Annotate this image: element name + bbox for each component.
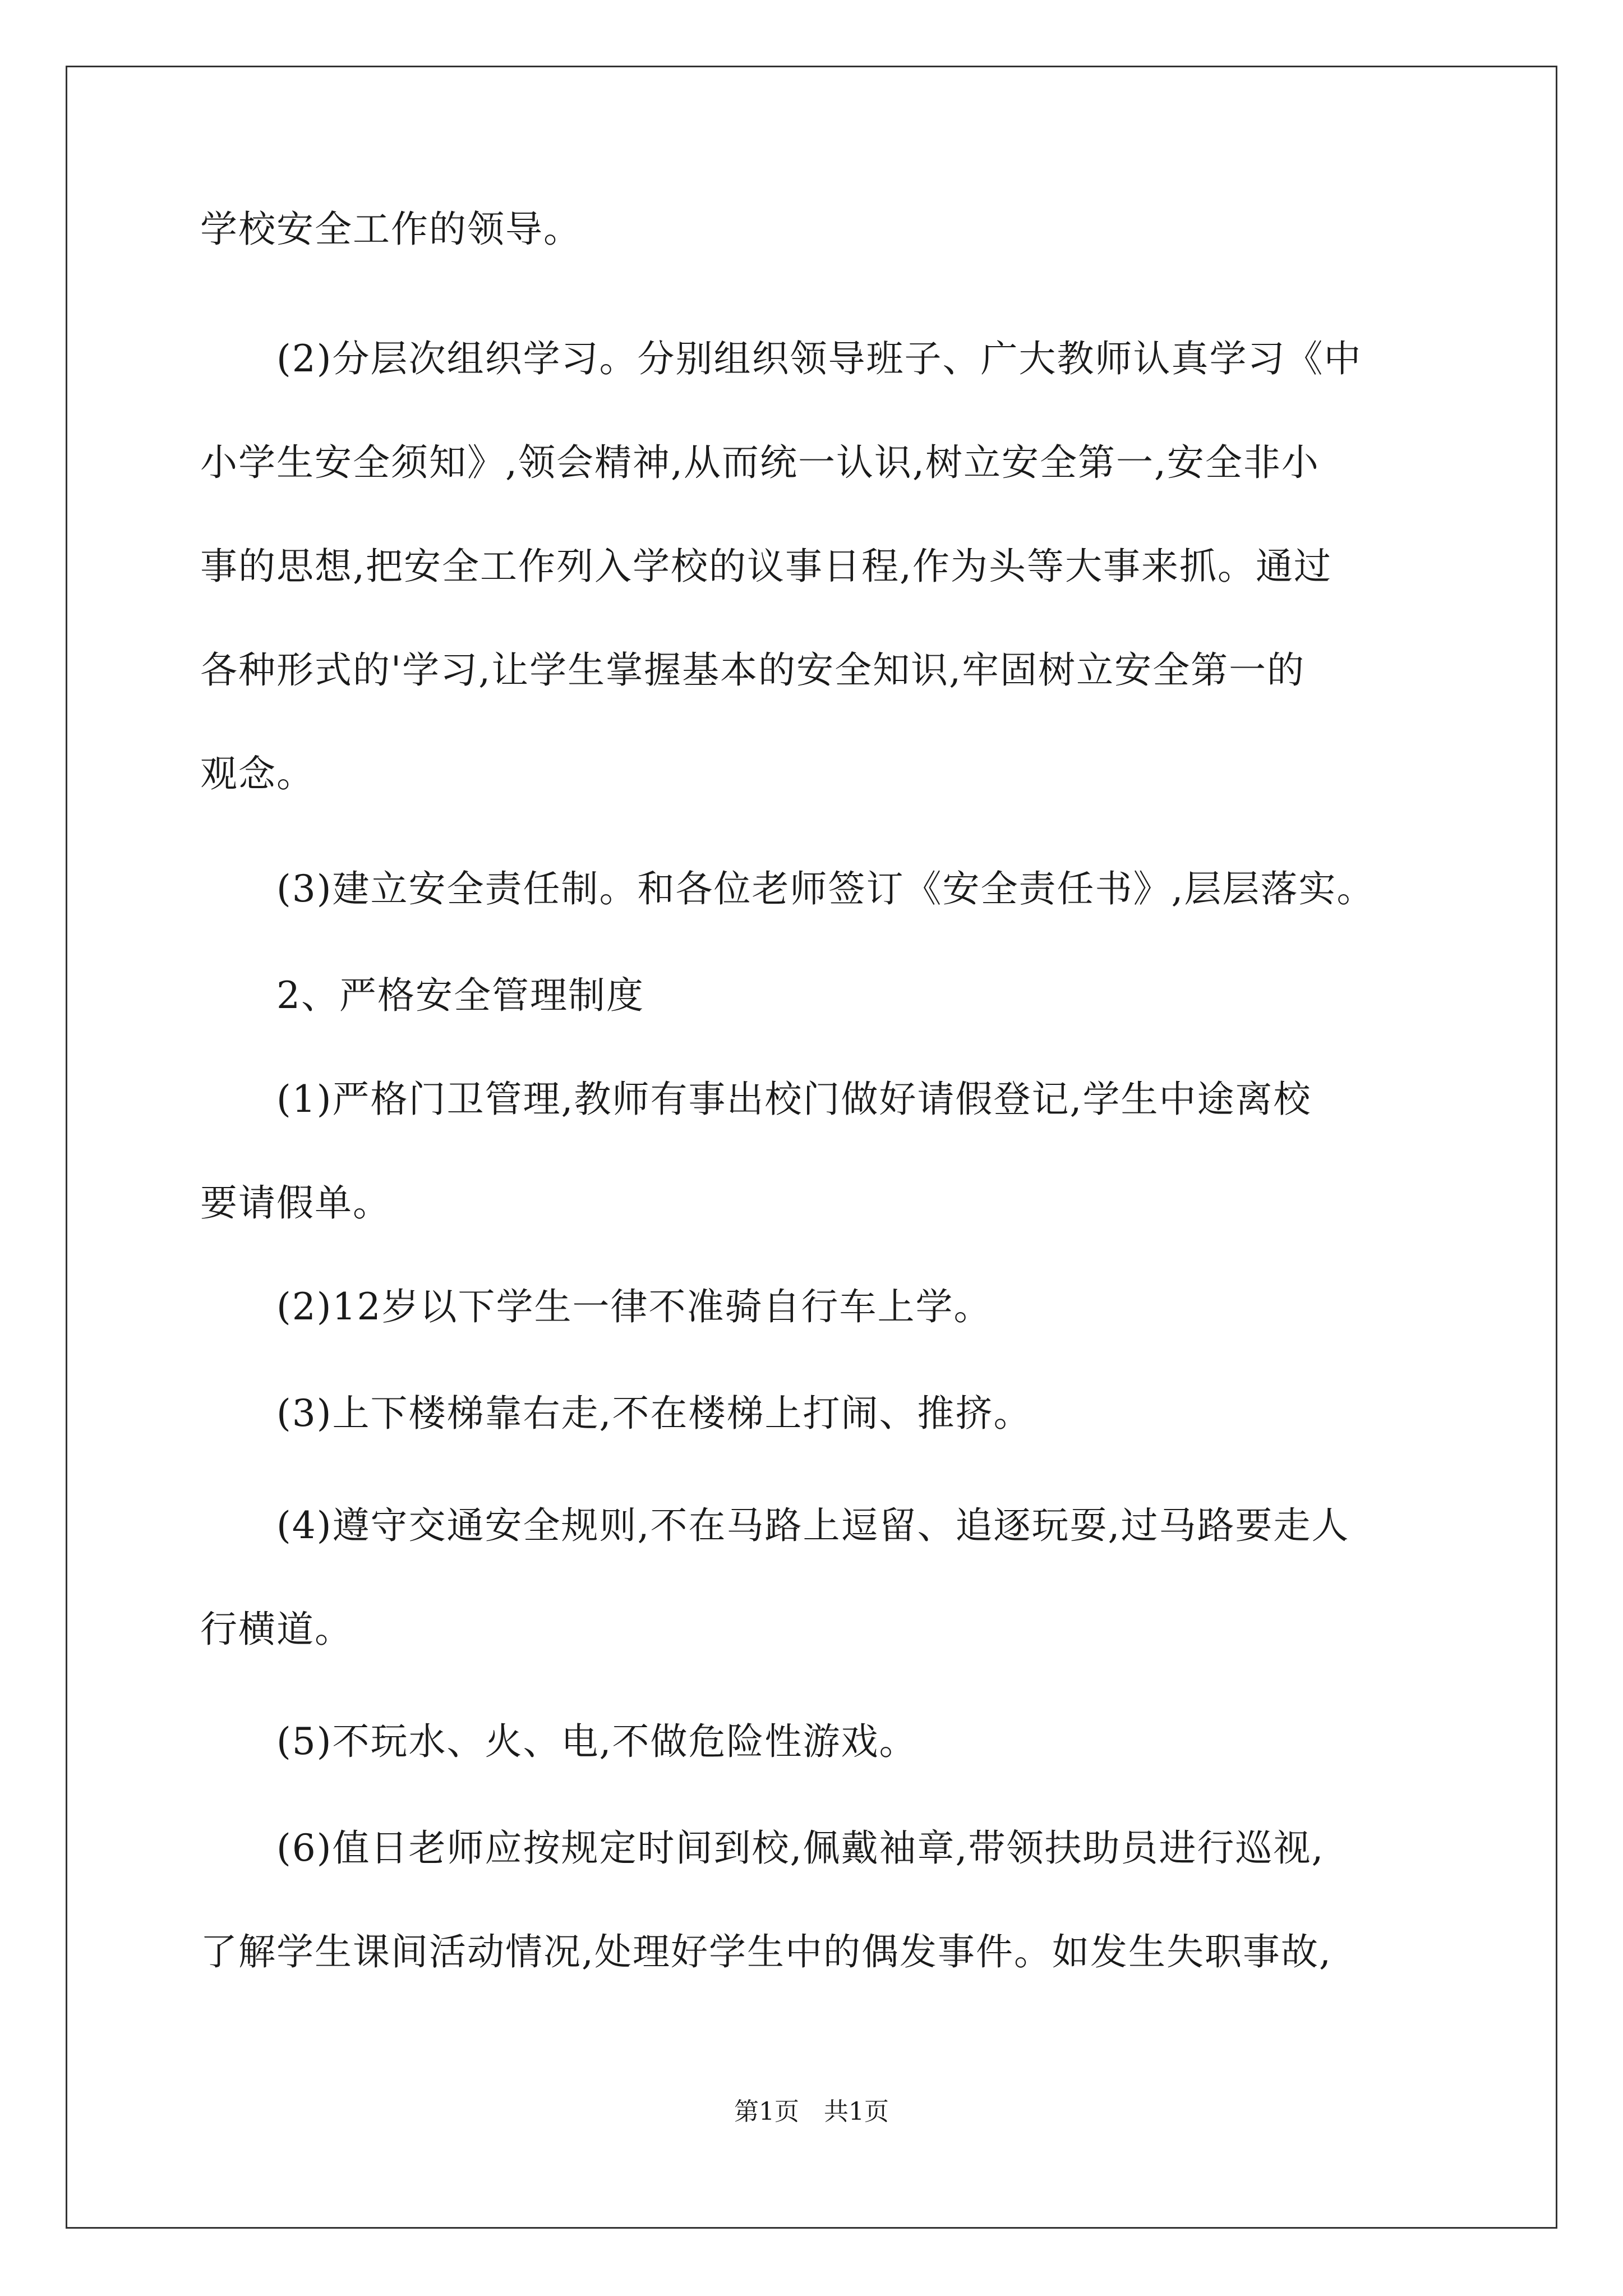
text-line: (2)12岁以下学生一律不准骑自行车上学。 [200,1285,992,1328]
text-line: 要请假单。 [200,1181,391,1225]
text-line: (1)严格门卫管理,教师有事出校门做好请假登记,学生中途离校 [200,1078,1312,1121]
text-line: 各种形式的'学习,让学生掌握基本的安全知识,牢固树立安全第一的 [200,648,1306,692]
text-line: (3)上下楼梯靠右走,不在楼梯上打闹、推挤。 [200,1392,1032,1435]
text-line: (2)分层次组织学习。分别组织领导班子、广大教师认真学习《中 [200,337,1362,380]
text-line: 小学生安全须知》,领会精神,从而统一认识,树立安全第一,安全非小 [200,441,1320,484]
text-line: 观念。 [200,752,315,795]
section-heading: 2、严格安全管理制度 [200,974,644,1017]
text-line: 行横道。 [200,1608,353,1651]
page-number: 第1页 共1页 [734,2097,889,2126]
text-line: 了解学生课间活动情况,处理好学生中的偶发事件。如发生失职事故, [200,1930,1332,1973]
text-line: (3)建立安全责任制。和各位老师签订《安全责任书》,层层落实。 [200,867,1375,910]
text-line: (4)遵守交通安全规则,不在马路上逗留、追逐玩耍,过马路要走人 [200,1504,1350,1547]
text-line: (5)不玩水、火、电,不做危险性游戏。 [200,1720,917,1763]
page-border [66,66,1557,2229]
text-line: 学校安全工作的领导。 [200,208,582,251]
text-line: 事的思想,把安全工作列入学校的议事日程,作为头等大事来抓。通过 [200,545,1332,588]
text-line: (6)值日老师应按规定时间到校,佩戴袖章,带领扶助员进行巡视, [200,1826,1325,1870]
